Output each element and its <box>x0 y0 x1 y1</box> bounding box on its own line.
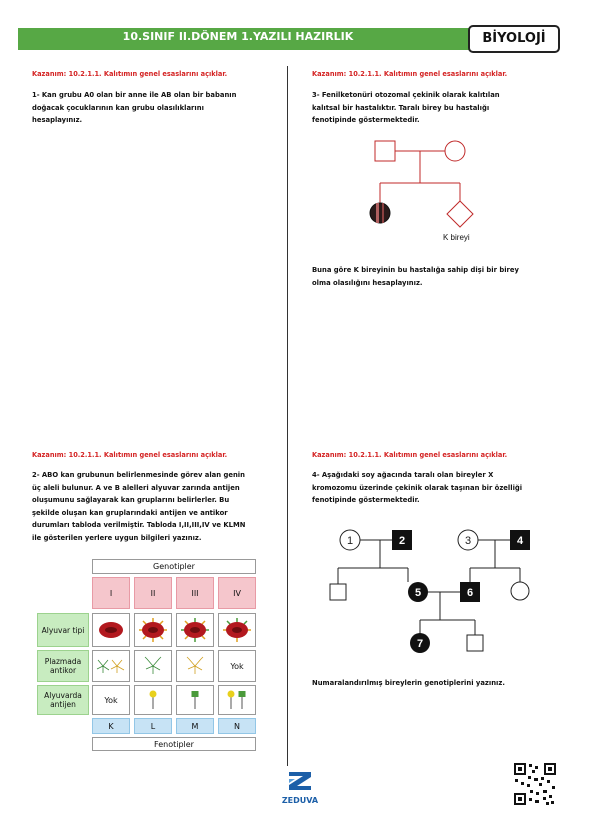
genotype-cell: II <box>134 577 172 609</box>
q2-kazanim: Kazanım: 10.2.1.1. Kalıtımın genel esaslarını açıklar. <box>32 451 228 459</box>
antigen-cell-iii <box>176 685 214 715</box>
q1-line: 1- Kan grubu A0 olan bir anne ile AB olan bir babanın <box>32 91 237 99</box>
antibody-cell-iii <box>176 650 214 682</box>
q2-line: 2- ABO kan grubunun belirlenmesinde görev alan genin <box>32 471 245 479</box>
antigen-icon <box>143 689 163 711</box>
phenotype-cell: K <box>92 718 130 734</box>
antigen-cell-iv <box>218 685 256 715</box>
phenotype-cell: N <box>218 718 256 734</box>
phenotype-cell: L <box>134 718 172 734</box>
node-label: 5 <box>414 587 422 599</box>
row-label-alyuvarda-antijen: Alyuvarda antijen <box>37 685 89 715</box>
node-label: 1 <box>346 535 354 547</box>
red-blood-cell-icon <box>96 619 126 641</box>
row-label-plazmada-antikor: Plazmada antikor <box>37 650 89 682</box>
node-unnumbered-grandson <box>467 635 483 651</box>
q2-line: durumları tabloda verilmiştir. Tabloda I,II,III,IV ve KLMN <box>32 521 246 529</box>
logo-text: ZEDUVA <box>281 796 319 805</box>
q3-question <box>312 264 562 289</box>
rbc-with-antigen-icon <box>179 617 211 643</box>
q3-kazanim: Kazanım: 10.2.1.1. Kalıtımın genel esaslarını açıklar. <box>312 70 508 78</box>
q3-line: fenotipinde göstermektedir. <box>312 116 420 124</box>
q2-line: üç aleli bulunur. A ve B alelleri alyuvar zarında antijen <box>32 483 240 492</box>
exam-title: 10.SINIF II.DÖNEM 1.YAZILI HAZIRLIK <box>122 30 354 43</box>
node-unnumbered-daughter <box>511 582 529 600</box>
zeduva-logo-icon <box>285 770 315 792</box>
antibody-icon <box>95 655 127 677</box>
q4-line: kromozomu üzerinde çekinik olarak taşınan bir özelliği <box>312 483 523 492</box>
antibody-icon <box>138 655 168 677</box>
genotype-cell: I <box>92 577 130 609</box>
q4-pedigree <box>320 522 550 662</box>
q3-pedigree <box>360 135 490 250</box>
q1-line: hesaplayınız. <box>32 116 83 124</box>
antibody-cell-i <box>92 650 130 682</box>
q4-line: fenotipinde göstermektedir. <box>312 496 420 504</box>
antigen-cell-i: Yok <box>92 685 130 715</box>
rbc-cell-i <box>92 613 130 647</box>
qr-code[interactable] <box>513 762 557 806</box>
node-unnumbered-son <box>330 584 346 600</box>
antibody-icon <box>180 655 210 677</box>
rbc-cell-ii <box>134 613 172 647</box>
phenotype-footer: Fenotipler <box>92 737 256 751</box>
node-label: 7 <box>416 638 424 650</box>
q3-line: 3- Fenilketonüri otozomal çekinik olarak kalıtılan <box>312 91 500 99</box>
q4-kazanim: Kazanım: 10.2.1.1. Kalıtımın genel esaslarını açıklar. <box>312 451 508 459</box>
q1-line: doğacak çocuklarının kan grubu olasılıklarını <box>32 103 204 112</box>
node-label: 3 <box>464 535 472 547</box>
antibody-cell-iv: Yok <box>218 650 256 682</box>
q2-line: oluşumunu sağlayarak kan gruplarını belirlerler. Bu <box>32 496 230 504</box>
genotype-header: Genotipler <box>92 559 256 574</box>
q4-question: Numaralandırılmış bireylerin genotiplerini yazınız. <box>312 679 505 687</box>
subject-badge: BİYOLOJİ <box>468 25 560 53</box>
genotype-cell: III <box>176 577 214 609</box>
q2-line: şekilde oluşan kan gruplarındaki antijen ve antikor <box>32 508 228 517</box>
phenotype-cell: M <box>176 718 214 734</box>
q3-question-line: Buna göre K bireyinin bu hastalığa sahip dişi bir birey <box>312 266 519 274</box>
q3-mother-circle <box>445 141 465 161</box>
q3-father-square <box>375 141 395 161</box>
q3-k-label: K bireyi <box>443 233 470 242</box>
publisher-logo <box>276 770 324 805</box>
q3-line: kalıtsal bir hastalıktır. Taralı birey bu hastalığı <box>312 103 490 112</box>
q2-text <box>32 469 284 544</box>
antigen-icon <box>224 689 250 711</box>
node-label: 4 <box>516 535 524 547</box>
q1-kazanim: Kazanım: 10.2.1.1. Kalıtımın genel esaslarını açıklar. <box>32 70 228 78</box>
q3-text <box>312 89 562 127</box>
antigen-cell-ii <box>134 685 172 715</box>
genotype-cell: IV <box>218 577 256 609</box>
rbc-with-antigen-icon <box>137 617 169 643</box>
q2-line: ile gösterilen yerlere uygun bilgileri yazınız. <box>32 533 202 542</box>
q3-k-diamond <box>447 201 473 227</box>
antibody-cell-ii <box>134 650 172 682</box>
q3-affected-daughter <box>370 203 390 223</box>
rbc-with-antigen-icon <box>221 617 253 643</box>
q1-text <box>32 89 282 127</box>
node-label: 6 <box>466 587 474 599</box>
antigen-icon <box>185 689 205 711</box>
row-label-alyuvar-tipi: Alyuvar tipi <box>37 613 89 647</box>
q3-question-line: olma olasılığını hesaplayınız. <box>312 278 423 287</box>
rbc-cell-iv <box>218 613 256 647</box>
column-divider <box>287 66 288 766</box>
q4-line: 4- Aşağıdaki soy ağacında taralı olan bireyler X <box>312 471 494 479</box>
rbc-cell-iii <box>176 613 214 647</box>
node-label: 2 <box>398 535 406 547</box>
q4-text <box>312 469 564 507</box>
